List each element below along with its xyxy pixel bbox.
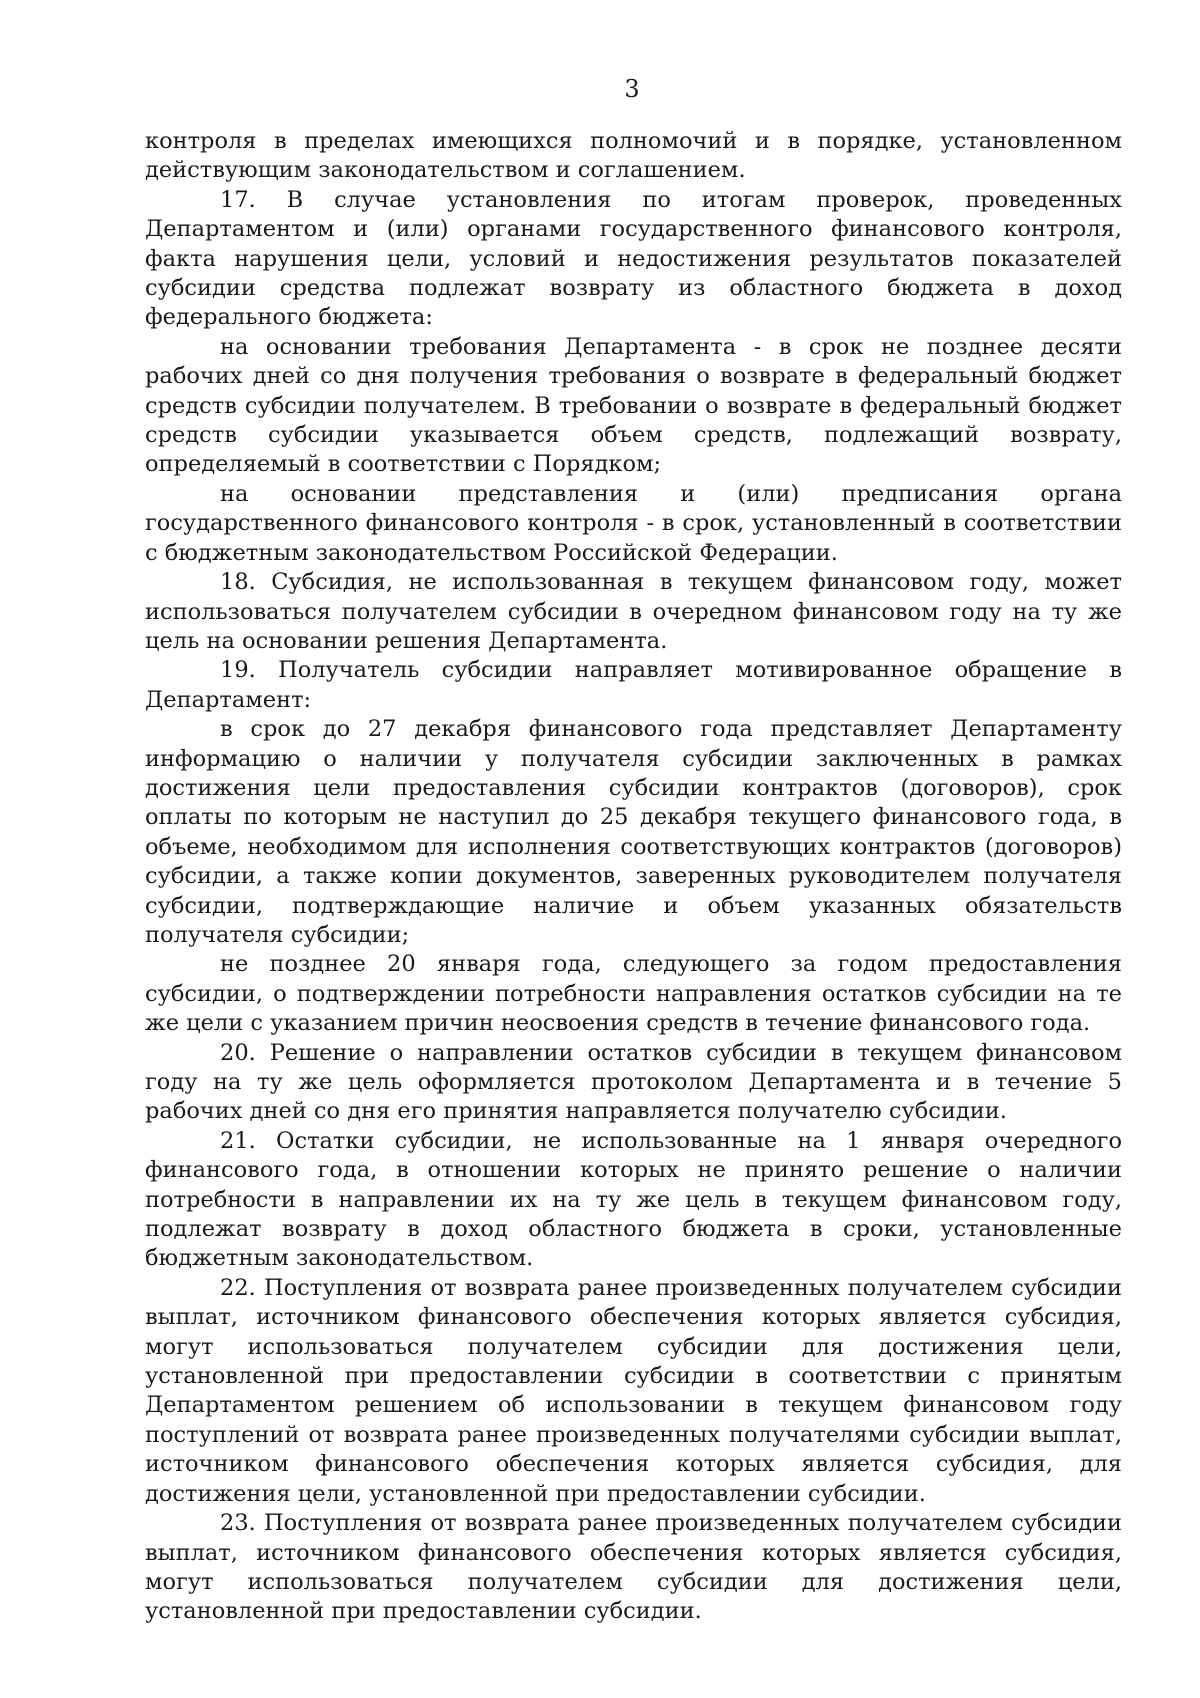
paragraph: 21. Остатки субсидии, не использованные на 1 января очередного финансового года, в отношении которых не принято решение о наличии потребности в направлении их на ту же цель в текущем финансовом году, подлежат возврату в доход областного бюджета в сроки, установленные бюджетным законодательством.: [145, 1127, 1122, 1272]
paragraph: контроля в пределах имеющихся полномочий и в порядке, установленном действующим законодательством и соглашением.: [145, 128, 1122, 184]
paragraph: 23. Поступления от возврата ранее произведенных получателем субсидии выплат, источником финансового обеспечения которых является субсидия, могут использоваться получателем субсидии для достижения цели, установленной при предоставлении субсидии.: [145, 1510, 1122, 1625]
paragraph: 20. Решение о направлении остатков субсидии в текущем финансовом году на ту же цель оформляется протоколом Департамента и в течение 5 рабочих дней со дня его принятия направляется получателю субсидии.: [145, 1039, 1122, 1125]
paragraph: 19. Получатель субсидии направляет мотивированное обращение в Департамент:: [145, 657, 1122, 713]
paragraph: 22. Поступления от возврата ранее произведенных получателем субсидии выплат, источником финансового обеспечения которых является субсидия, могут использоваться получателем субсидии для достижения цели, установленной при предоставлении субсидии в соответствии с принятым Департаментом решением об использовании в текущем финансовом году поступлений от возврата ранее произведенных получателями субсидии выплат, источником финансового обеспечения которых является субсидия, для достижения цели, установленной при предоставлении субсидии.: [145, 1274, 1122, 1507]
paragraph: на основании представления и (или) предписания органа государственного финансового контроля - в срок, установленный в соответствии с бюджетным законодательством Российской Федерации.: [145, 480, 1122, 566]
paragraph: 17. В случае установления по итогам проверок, проведенных Департаментом и (или) органами государственного финансового контроля, факта нарушения цели, условий и недостижения результатов показателей субсидии средства подлежат возврату из областного бюджета в доход федерального бюджета:: [145, 186, 1122, 331]
document-body: [145, 127, 1122, 1627]
paragraph: на основании требования Департамента - в срок не позднее десяти рабочих дней со дня получения требования о возврате в федеральный бюджет средств субсидии получателем. В требовании о возврате в федеральный бюджет средств субсидии указывается объем средств, подлежащий возврату, определяемый в соответствии с Порядком;: [145, 333, 1122, 478]
paragraph: не позднее 20 января года, следующего за годом предоставления субсидии, о подтверждении потребности направления остатков субсидии на те же цели с указанием причин неосвоения средств в течение финансового года.: [145, 951, 1122, 1037]
paragraph: в срок до 27 декабря финансового года представляет Департаменту информацию о наличии у получателя субсидии заключенных в рамках достижения цели предоставления субсидии контрактов (договоров), срок оплаты по которым не наступил до 25 декабря текущего финансового года, в объеме, необходимом для исполнения соответствующих контрактов (договоров) субсидии, а также копии документов, заверенных руководителем получателя субсидии, подтверждающие наличие и объем указанных обязательств получателя субсидии;: [145, 716, 1122, 948]
paragraph: 18. Субсидия, не использованная в текущем финансовом году, может использоваться получателем субсидии в очередном финансовом году на ту же цель на основании решения Департамента.: [145, 569, 1122, 654]
page-number: 3: [624, 75, 640, 103]
